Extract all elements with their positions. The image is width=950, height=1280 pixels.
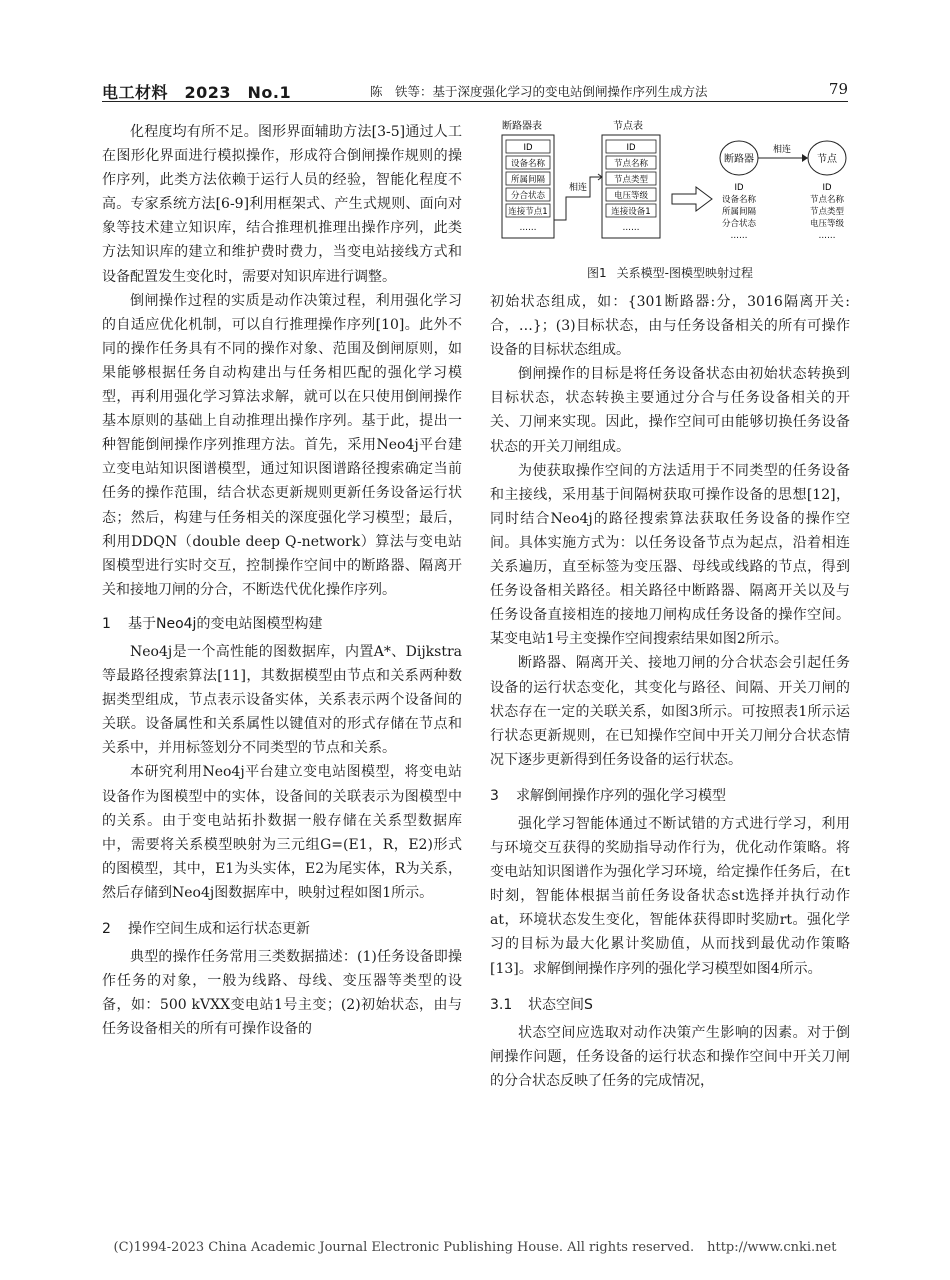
- table-link-label: 相连: [568, 183, 588, 193]
- section-heading-1: [102, 612, 462, 636]
- paragraph: 断路器、隔离开关、接地刀闸的分合状态会引起任务设备的运行状态变化，其变化与路径、间隔、开关刀闸的状态存在一定的关联关系，如图3所示。可按照表1所示运行状态更新规则，在已知操作空间中开关刀闸分合状态情况下逐步更新得到任务设备的运行状态。: [490, 655, 850, 768]
- section-title: 基于Neo4j的变电站图模型构建: [128, 615, 323, 632]
- section-heading-3-1: [490, 993, 850, 1017]
- node1-property: ……: [730, 231, 748, 241]
- paragraph: 初始状态组成，如：{301断路器:分，3016隔离开关:合，…}；(3)目标状态，由与任务设备相关的所有可操作设备的目标状态组成。: [490, 294, 850, 359]
- section-heading-3: [490, 784, 850, 808]
- paragraph: 状态空间应选取对动作决策产生影响的因素。对于倒闸操作问题，任务设备的运行状态和操作空间中开关刀闸的分合状态反映了任务的完成情况，: [490, 1024, 850, 1089]
- node2-properties: [810, 183, 845, 241]
- mapping-diagram: [490, 118, 850, 264]
- graph-edge-label: 相连: [772, 145, 792, 155]
- paragraph: 化程度均有所不足。图形界面辅助方法[3-5]通过人工在图形化界面进行模拟操作，形成符合倒闸操作规则的操作序列，此类方法依赖于运行人员的经验，智能化程度不高。专家系统方法[6-9]利用框架式、产生式规则、面向对象等技术建立知识库，结合推理机推理出操作序列，此类方法知识库的建立和维护费时费力，当变电站接线方式和设备配置发生变化时，需要对知识库进行调整。: [102, 124, 462, 285]
- table2-field-label: 节点名称: [613, 159, 649, 169]
- section-number: 2: [102, 921, 111, 937]
- table2-field-label: 节点类型: [613, 175, 649, 185]
- table1-field-label: 分合状态: [510, 191, 546, 201]
- section-title: 求解倒闸操作序列的强化学习模型: [516, 787, 726, 804]
- node1-property: 所属间隔: [721, 207, 757, 217]
- paragraph: 本研究利用Neo4j平台建立变电站图模型，将变电站设备作为图模型中的实体，设备间的关联表示为图模型中的关系。由于变电站拓扑数据一般存储在关系型数据库中，需要将关系模型映射为三元组G=(E1，R，E2)形式的图模型，其中，E1为头实体，E2为尾实体，R为关系，然后存储到Neo4j图数据库中，映射过程如图1所示。: [102, 764, 462, 901]
- graph-node-breaker-label: 断路器: [724, 154, 754, 165]
- page-number: 79: [828, 80, 848, 98]
- right-column: [490, 290, 850, 1093]
- node1-property: 分合状态: [721, 219, 757, 229]
- node1-property: 设备名称: [721, 195, 757, 205]
- graph-edge-arrowhead: [802, 154, 808, 162]
- figure-caption: [490, 264, 850, 281]
- node2-property: 电压等级: [809, 219, 845, 229]
- paragraph: 典型的操作任务常用三类数据描述：(1)任务设备即操作任务的对象，一般为线路、母线、变压器等类型的设备，如：500 kVXX变电站1号主变；(2)初始状态，由与任务设备相关的所有可操作设备的: [102, 949, 462, 1038]
- table2-field-label: 连接设备1: [611, 207, 651, 217]
- paragraph: 为使获取操作空间的方法适用于不同类型的任务设备和主接线，采用基于间隔树获取可操作设备的思想[12]，同时结合Neo4j的路径搜索算法获取任务设备的操作空间。具体实施方式为：以任务设备节点为起点，沿着相连关系遍历，直至标签为变压器、母线或线路的节点，得到任务设备相关路径。相关路径中断路器、隔离开关以及与任务设备直接相连的接地刀闸构成任务设备的操作空间。某变电站1号主变操作空间搜索结果如图2所示。: [490, 462, 850, 648]
- paragraph: 强化学习智能体通过不断试错的方式进行学习，利用与环境交互获得的奖励指导动作行为，优化动作策略。将变电站知识图谱作为强化学习环境，给定操作任务后，在t时刻，智能体根据当前任务设备状态st选择并执行动作at，环境状态发生变化，智能体获得即时奖励rt。强化学习的目标为最大化累计奖励值，从而找到最优动作策略[13]。求解倒闸操作序列的强化学习模型如图4所示。: [490, 815, 850, 977]
- paragraph: 倒闸操作的目标是将任务设备状态由初始状态转换到目标状态，状态转换主要通过分合与任务设备相关的开关、刀闸来实现。因此，操作空间可由能够切换任务设备状态的开关刀闸组成。: [490, 366, 850, 455]
- table2-title: 节点表: [613, 121, 643, 132]
- table1-field-label: 设备名称: [510, 159, 546, 169]
- table1-field-label: ID: [523, 143, 533, 153]
- figure-number: 图1: [587, 266, 607, 280]
- copyright-footer: (C)1994-2023 China Academic Journal Electronic Publishing House. All rights reserved. http://www.cnki.net: [113, 1240, 837, 1255]
- journal-title: 电工材料 2023 No.1: [102, 83, 292, 102]
- table1-field-label: 所属间隔: [510, 175, 546, 185]
- section-title: 操作空间生成和运行状态更新: [128, 921, 310, 937]
- node2-property: ……: [818, 231, 836, 241]
- node2-property: 节点类型: [809, 207, 845, 217]
- table1-fields: [506, 140, 550, 233]
- table2-field-label: ……: [622, 223, 640, 233]
- section-number: 3: [490, 787, 499, 804]
- mapping-arrow-icon: [672, 187, 712, 211]
- figure-caption-text: 关系模型-图模型映射过程: [616, 266, 753, 280]
- node1-property: ID: [734, 183, 744, 193]
- section-title: 状态空间S: [528, 996, 593, 1013]
- section-number: 1: [102, 615, 111, 632]
- table1-field-label: ……: [519, 223, 537, 233]
- table1-title: 断路器表: [502, 121, 542, 132]
- figure-1: [490, 118, 850, 286]
- graph-node-node-label: 节点: [817, 154, 837, 165]
- table2-fields: [606, 140, 656, 233]
- node2-property: 节点名称: [809, 195, 845, 205]
- section-heading-2: [102, 917, 462, 941]
- node2-property: ID: [822, 183, 832, 193]
- paragraph: 倒闸操作过程的实质是动作决策过程，利用强化学习的自适应优化机制，可以自行推理操作序列[10]。此外不同的操作任务具有不同的操作对象、范围及倒闸原则，如果能够根据任务自动构建出与任务相匹配的强化学习模型，再利用强化学习算法求解，就可以在只使用倒闸操作基本原则的基础上自动推理出操作序列。基于此，提出一种智能倒闸操作序列推理方法。首先，采用Neo4j平台建立变电站知识图谱模型，通过知识图谱路径搜索确定当前任务的操作范围，结合状态更新规则更新任务设备运行状态；然后，构建与任务相关的深度强化学习模型；最后，利用DDQN（double deep Q-network）算法与变电站图模型进行实时交互，控制操作空间中的断路器、隔离开关和接地刀闸的分合，不断迭代优化操作序列。: [102, 292, 462, 598]
- running-title: 陈 铁等：基于深度强化学习的变电站倒闸操作序列生成方法: [370, 84, 708, 99]
- section-number: 3.1: [490, 996, 513, 1013]
- table2-field-label: 电压等级: [613, 191, 649, 201]
- node1-properties: [722, 183, 757, 241]
- table2-field-label: ID: [626, 143, 636, 153]
- table1-field-label: 连接节点1: [508, 207, 548, 217]
- page-header: [102, 80, 848, 102]
- left-column: [102, 120, 462, 1041]
- paragraph: Neo4j是一个高性能的图数据库，内置A*、Dijkstra等最路径搜索算法[11]，其数据模型由节点和关系两种数据类型组成，节点表示设备实体，关系表示两个设备间的关联。设备属性和关系属性以键值对的形式存储在节点和关系中，并用标签划分不同类型的节点和关系。: [102, 643, 462, 757]
